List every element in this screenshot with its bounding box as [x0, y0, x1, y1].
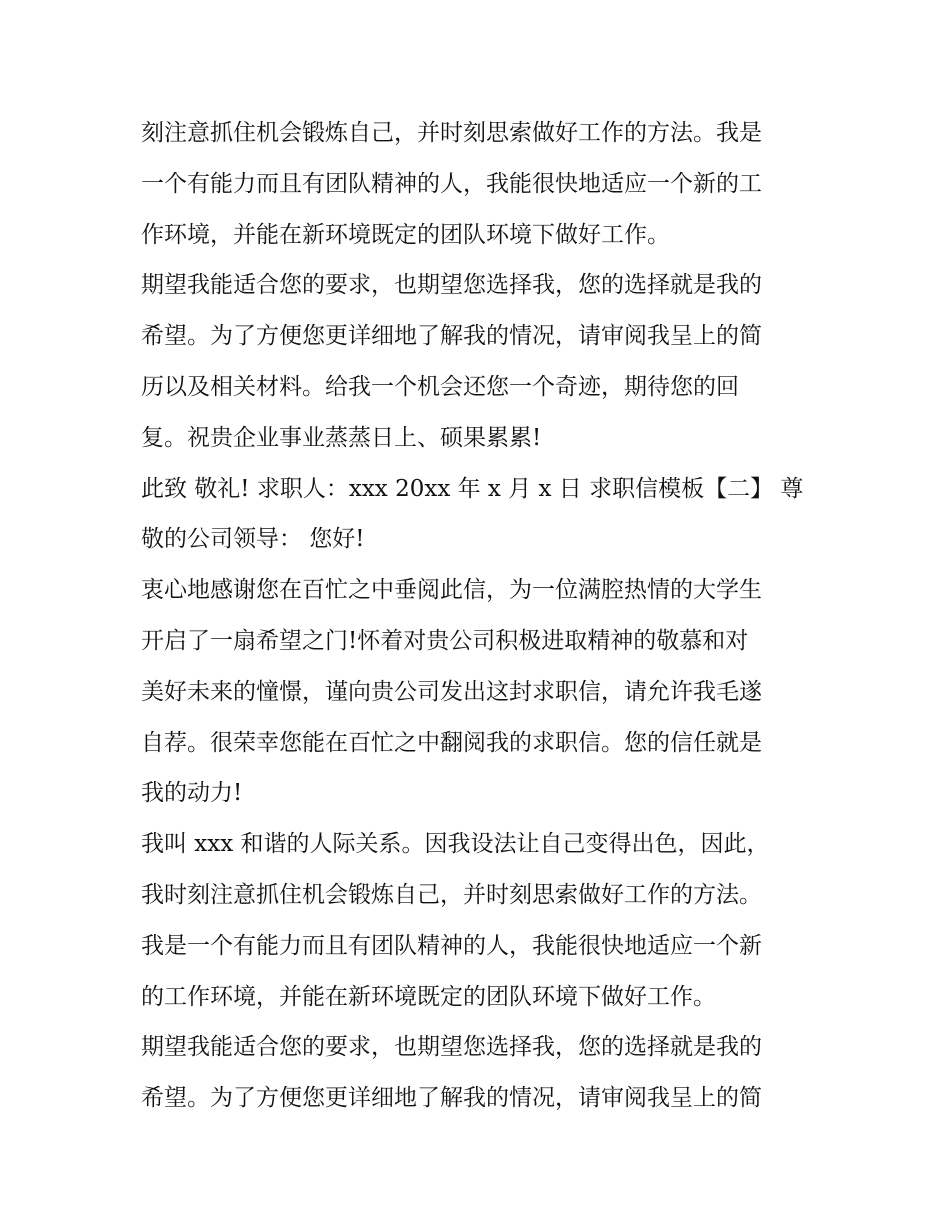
text-line: 期望我能适合您的要求，也期望您选择我，您的选择就是我的	[141, 1034, 762, 1061]
text-line: 作环境，并能在新环境既定的团队环境下做好工作。	[141, 221, 670, 248]
text-line: 我时刻注意抓住机会锻炼自己，并时刻思索做好工作的方法。	[141, 881, 762, 908]
text-line: 衷心地感谢您在百忙之中垂阅此信，为一位满腔热情的大学生	[141, 577, 762, 604]
text-line: 的工作环境，并能在新环境既定的团队环境下做好工作。	[141, 983, 716, 1010]
text-line: 美好未来的憧憬，谨向贵公司发出这封求职信，请允许我毛遂	[141, 678, 762, 705]
text-line: 刻注意抓住机会锻炼自己，并时刻思索做好工作的方法。我是	[141, 120, 762, 146]
text-line: 希望。为了方便您更详细地了解我的情况，请审阅我呈上的简	[141, 1085, 762, 1112]
text-line: 敬的公司领导： 您好!	[141, 526, 365, 553]
text-line: 我的动力!	[141, 780, 243, 807]
text-line: 希望。为了方便您更详细地了解我的情况，请审阅我呈上的简	[141, 323, 762, 350]
text-line: 期望我能适合您的要求，也期望您选择我，您的选择就是我的	[141, 272, 762, 299]
text-line: 我叫 xxx 和谐的人际关系。因我设法让自己变得出色，因此，	[141, 831, 770, 858]
text-line: 历以及相关材料。给我一个机会还您一个奇迹，期待您的回	[141, 373, 739, 400]
document-body	[141, 108, 813, 1124]
text-line: 自荐。很荣幸您能在百忙之中翻阅我的求职信。您的信任就是	[141, 729, 762, 756]
text-line: 我是一个有能力而且有团队精神的人，我能很快地适应一个新	[141, 932, 762, 959]
text-line: 开启了一扇希望之门!怀着对贵公司积极进取精神的敬慕和对	[141, 627, 749, 654]
text-line: 复。祝贵企业事业蒸蒸日上、硕果累累!	[141, 424, 542, 451]
text-line: 一个有能力而且有团队精神的人，我能很快地适应一个新的工	[141, 170, 762, 197]
text-line: 此致 敬礼! 求职人：xxx 20xx 年 x 月 x 日 求职信模板【二】 尊	[141, 475, 804, 502]
